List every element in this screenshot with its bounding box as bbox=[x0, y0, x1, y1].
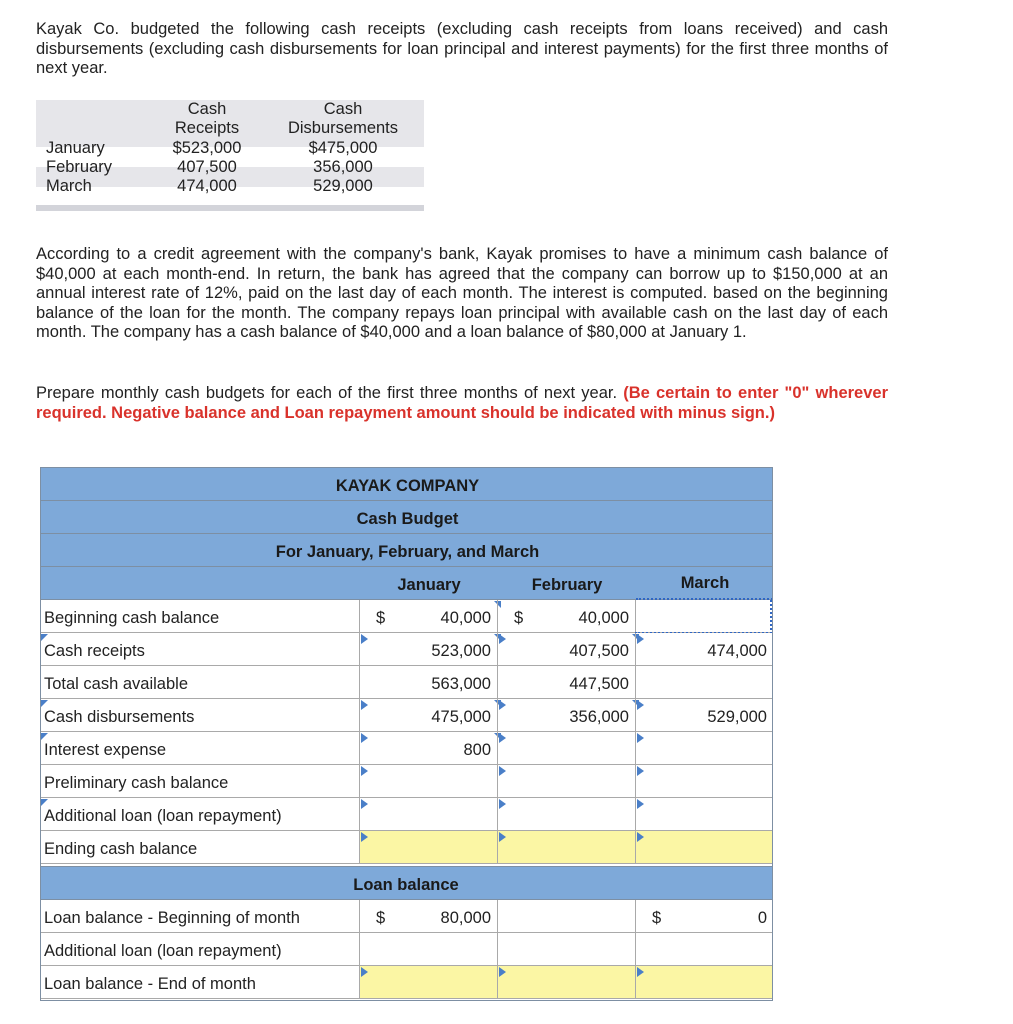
amount-value: 800 bbox=[463, 741, 491, 759]
amount-input-january[interactable] bbox=[360, 732, 497, 764]
amount-value: 40,000 bbox=[578, 609, 629, 627]
loan-row bbox=[40, 933, 773, 966]
budget-row bbox=[40, 765, 773, 798]
amount-input-february[interactable] bbox=[498, 831, 635, 863]
instruction-note: (Be certain to enter "0" wherever required. Negative balance and Loan repayment amount should be indicated with minus sign.) bbox=[36, 384, 889, 422]
amount-value: 523,000 bbox=[431, 642, 491, 660]
budget-title: Cash Budget bbox=[356, 510, 459, 528]
row-label: Additional loan (loan repayment) bbox=[44, 807, 282, 825]
amount-input-march[interactable] bbox=[636, 933, 773, 965]
month-header-march: March bbox=[680, 574, 730, 592]
receipts-disbursements-table bbox=[36, 98, 424, 212]
amount-input-march[interactable] bbox=[636, 765, 773, 797]
receipts-value: 407,500 bbox=[177, 158, 237, 176]
amount-input-march[interactable] bbox=[636, 798, 773, 830]
table-bottom-rule bbox=[36, 205, 424, 211]
dropdown-marker-icon[interactable] bbox=[637, 799, 644, 809]
dropdown-marker-icon[interactable] bbox=[361, 700, 368, 710]
amount-value: 407,500 bbox=[569, 642, 629, 660]
row-label: Total cash available bbox=[44, 675, 189, 693]
col-header: Receipts bbox=[174, 119, 240, 137]
amount-value: 529,000 bbox=[707, 708, 767, 726]
row-label: Loan balance - Beginning of month bbox=[44, 909, 300, 927]
dropdown-flag-icon[interactable] bbox=[41, 799, 48, 806]
loan-header-row bbox=[40, 866, 773, 900]
receipts-value: 474,000 bbox=[177, 177, 237, 195]
amount-input-january[interactable] bbox=[360, 633, 497, 665]
amount-input-february[interactable] bbox=[498, 699, 635, 731]
budget-row bbox=[40, 831, 773, 864]
amount-value: 563,000 bbox=[431, 675, 491, 693]
instruction-text: Prepare monthly cash budgets for each of the first three months of next year. bbox=[36, 384, 618, 402]
dropdown-marker-icon[interactable] bbox=[499, 967, 506, 977]
month-header-february: February bbox=[531, 576, 603, 594]
amount-input-january[interactable] bbox=[360, 699, 497, 731]
dropdown-marker-icon[interactable] bbox=[637, 967, 644, 977]
amount-input-march[interactable] bbox=[636, 699, 773, 731]
dropdown-marker-icon[interactable] bbox=[637, 634, 644, 644]
dropdown-marker-icon[interactable] bbox=[361, 799, 368, 809]
dropdown-marker-icon[interactable] bbox=[637, 700, 644, 710]
amount-input-march[interactable] bbox=[636, 966, 773, 998]
budget-row bbox=[40, 666, 773, 699]
amount-input-february[interactable] bbox=[498, 600, 635, 632]
amount-input-january[interactable] bbox=[360, 666, 497, 698]
budget-period: For January, February, and March bbox=[275, 543, 540, 561]
amount-input-january[interactable] bbox=[360, 765, 497, 797]
cash-budget-table bbox=[40, 467, 773, 1001]
budget-row bbox=[40, 600, 773, 633]
intro-paragraph: Kayak Co. budgeted the following cash receipts (excluding cash receipts from loans received) and cash disbursements (excluding cash disbursements for loan principal and interest payments) for the first three months of next year. bbox=[36, 20, 888, 78]
dropdown-marker-icon[interactable] bbox=[637, 832, 644, 842]
dropdown-marker-icon[interactable] bbox=[499, 634, 506, 644]
amount-value: 40,000 bbox=[440, 609, 491, 627]
dropdown-marker-icon[interactable] bbox=[499, 766, 506, 776]
amount-input-february[interactable] bbox=[498, 633, 635, 665]
amount-input-march[interactable] bbox=[636, 900, 773, 932]
amount-input-february[interactable] bbox=[498, 765, 635, 797]
budget-row bbox=[40, 798, 773, 831]
amount-value: 447,500 bbox=[569, 675, 629, 693]
disbursements-value: 529,000 bbox=[313, 177, 373, 195]
agreement-paragraph: According to a credit agreement with the company's bank, Kayak promises to have a minimum cash balance of $40,000 at each month-end. In return, the bank has agreed that the company can borrow up to $150,000 at an annual interest rate of 12%, paid on the last day of each month. The interest is computed. based on the beginning balance of the loan for the month. The company repays loan principal with available cash on the last day of each month. The company has a cash balance of $40,000 and a loan balance of $80,000 at January 1. bbox=[36, 245, 888, 342]
dropdown-marker-icon[interactable] bbox=[637, 733, 644, 743]
loan-row bbox=[40, 966, 773, 999]
company-name: KAYAK COMPANY bbox=[335, 477, 480, 495]
col-header: Cash bbox=[323, 100, 363, 118]
amount-input-january[interactable] bbox=[360, 831, 497, 863]
dropdown-marker-icon[interactable] bbox=[499, 733, 506, 743]
dollar-sign: $ bbox=[376, 609, 386, 627]
row-label: Cash receipts bbox=[44, 642, 145, 660]
amount-input-january[interactable] bbox=[360, 933, 497, 965]
row-label: Additional loan (loan repayment) bbox=[44, 942, 282, 960]
header-row bbox=[40, 500, 773, 534]
col-header: Cash bbox=[187, 100, 227, 118]
row-label: Cash disbursements bbox=[44, 708, 195, 726]
dollar-sign: $ bbox=[652, 909, 662, 927]
amount-input-january[interactable] bbox=[360, 600, 497, 632]
dropdown-marker-icon[interactable] bbox=[499, 832, 506, 842]
dropdown-marker-icon[interactable] bbox=[361, 832, 368, 842]
receipts-value: $523,000 bbox=[172, 139, 242, 157]
amount-input-january[interactable] bbox=[360, 798, 497, 830]
disbursements-value: 356,000 bbox=[313, 158, 373, 176]
dropdown-marker-icon[interactable] bbox=[499, 700, 506, 710]
amount-value: 0 bbox=[757, 909, 767, 927]
header-row bbox=[40, 467, 773, 501]
dollar-sign: $ bbox=[514, 609, 524, 627]
budget-row bbox=[40, 699, 773, 732]
amount-value: 475,000 bbox=[431, 708, 491, 726]
amount-input-february[interactable] bbox=[498, 900, 635, 932]
header-row bbox=[40, 533, 773, 567]
dropdown-marker-icon[interactable] bbox=[361, 766, 368, 776]
amount-input-february[interactable] bbox=[498, 798, 635, 830]
loan-balance-header: Loan balance bbox=[353, 876, 459, 894]
row-label: Ending cash balance bbox=[44, 840, 198, 858]
month-label: January bbox=[46, 139, 105, 157]
row-label: Loan balance - End of month bbox=[44, 975, 256, 993]
dropdown-marker-icon[interactable] bbox=[637, 766, 644, 776]
amount-value: 356,000 bbox=[569, 708, 629, 726]
dropdown-marker-icon[interactable] bbox=[361, 634, 368, 644]
month-header-january: January bbox=[397, 576, 461, 594]
row-label: Preliminary cash balance bbox=[44, 774, 229, 792]
dropdown-flag-icon[interactable] bbox=[41, 733, 48, 740]
budget-row bbox=[40, 732, 773, 765]
amount-input-march[interactable] bbox=[636, 732, 773, 764]
month-label: February bbox=[46, 158, 113, 176]
amount-input-february[interactable] bbox=[498, 666, 635, 698]
amount-input-march[interactable] bbox=[636, 831, 773, 863]
amount-input-march[interactable] bbox=[636, 633, 773, 665]
row-label: Beginning cash balance bbox=[44, 609, 220, 627]
dropdown-marker-icon[interactable] bbox=[499, 799, 506, 809]
row-label: Interest expense bbox=[44, 741, 166, 759]
loan-row bbox=[40, 900, 773, 933]
amount-input-february[interactable] bbox=[498, 732, 635, 764]
amount-value: 474,000 bbox=[707, 642, 767, 660]
month-label: March bbox=[46, 177, 92, 195]
amount-input-march[interactable] bbox=[636, 666, 773, 698]
dropdown-marker-icon[interactable] bbox=[361, 967, 368, 977]
dropdown-flag-icon[interactable] bbox=[41, 700, 48, 707]
dollar-sign: $ bbox=[376, 909, 386, 927]
amount-input-january[interactable] bbox=[360, 900, 497, 932]
disbursements-value: $475,000 bbox=[308, 139, 378, 157]
dropdown-marker-icon[interactable] bbox=[361, 733, 368, 743]
col-header: Disbursements bbox=[287, 119, 399, 137]
budget-row bbox=[40, 633, 773, 666]
focus-outline bbox=[635, 600, 772, 634]
amount-input-february[interactable] bbox=[498, 966, 635, 998]
instruction-paragraph bbox=[36, 384, 888, 423]
amount-input-february[interactable] bbox=[498, 933, 635, 965]
dropdown-flag-icon[interactable] bbox=[41, 634, 48, 641]
month-header-row bbox=[40, 566, 773, 600]
amount-input-january[interactable] bbox=[360, 966, 497, 998]
amount-value: 80,000 bbox=[440, 909, 491, 927]
